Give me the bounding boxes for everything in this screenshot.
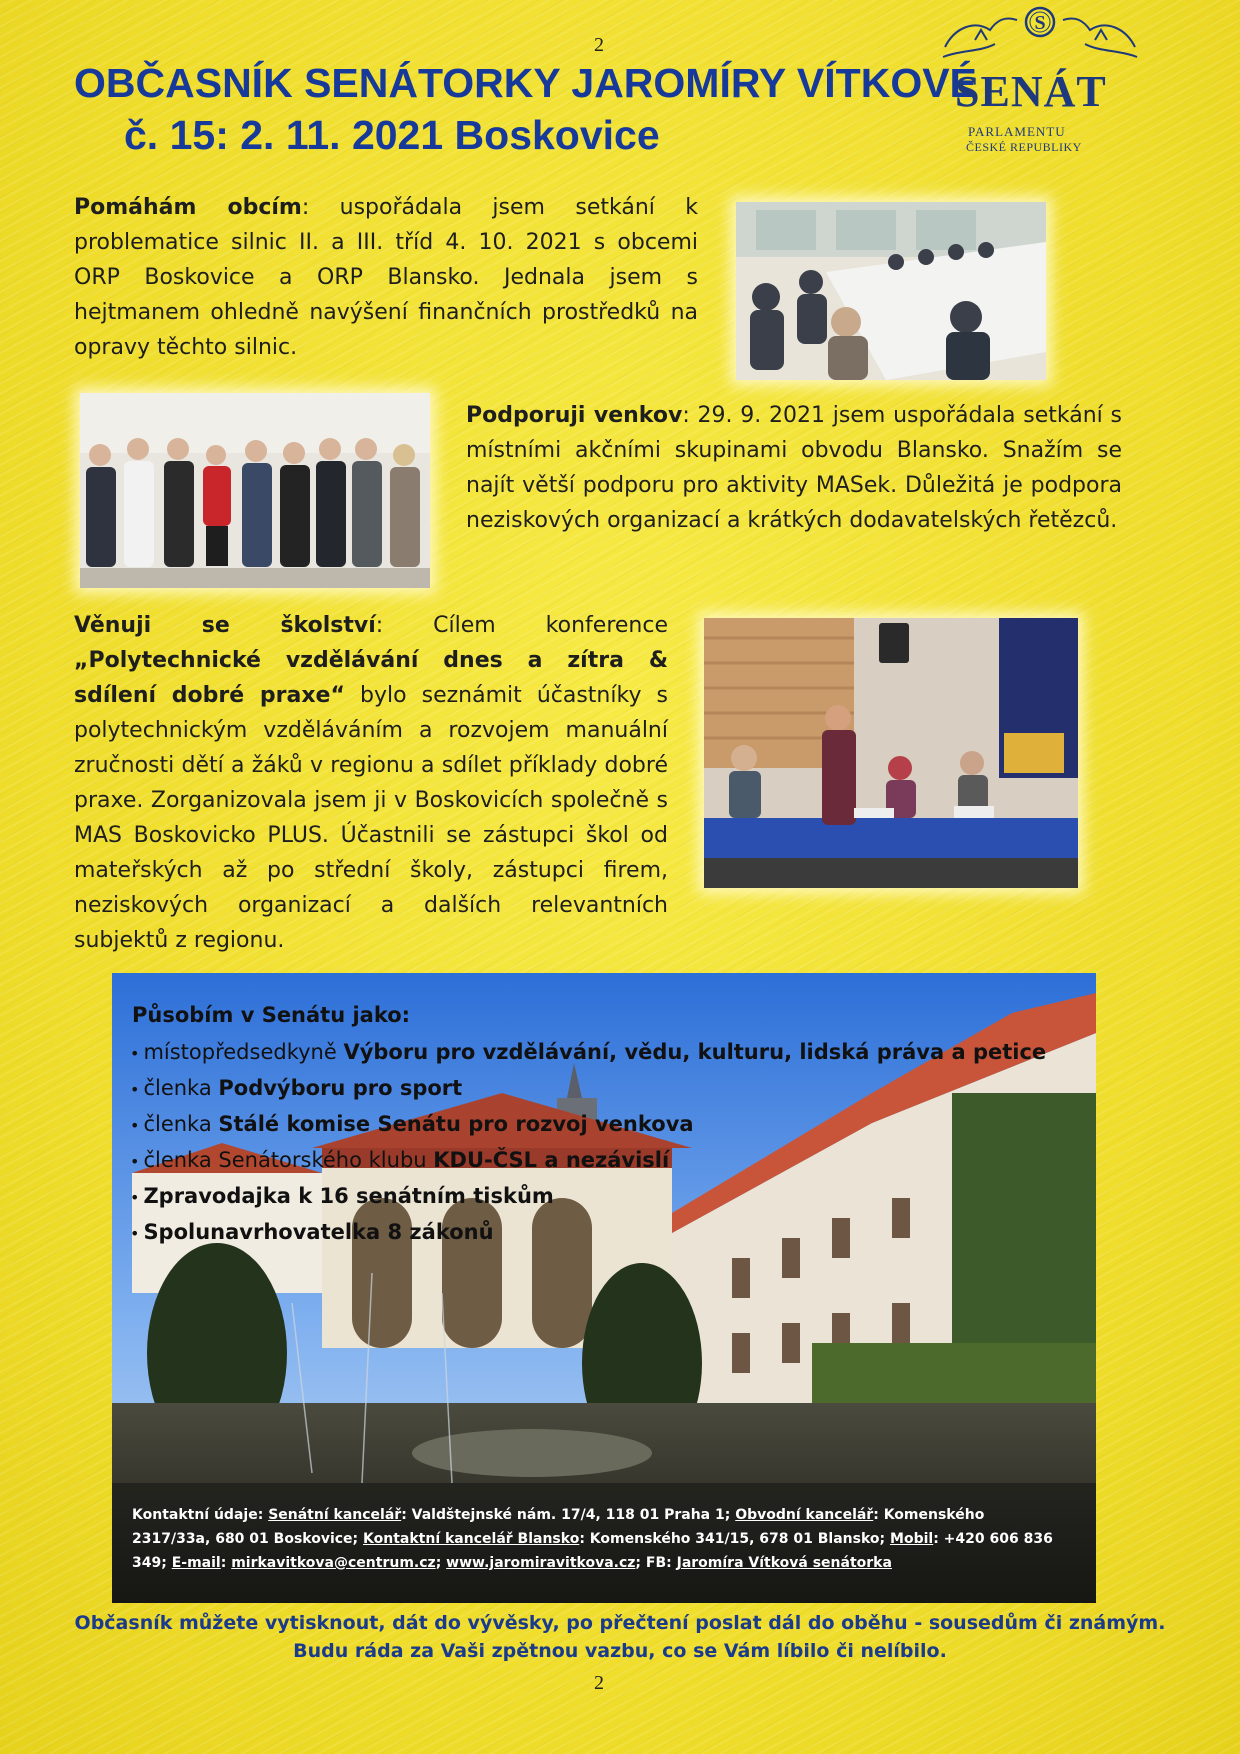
- website-link[interactable]: www.jaromiravitkova.cz: [446, 1555, 636, 1571]
- photo-road-meeting-image: [736, 202, 1046, 380]
- senate-office-address: : Valdštejnské nám. 17/4, 118 01 Praha 1;: [401, 1507, 736, 1523]
- role-item: • místopředsedkyně Výboru pro vzdělávání, vědu, kulturu, lidská práva a petice: [130, 1040, 1047, 1064]
- email-link[interactable]: mirkavitkova@centrum.cz: [231, 1555, 436, 1571]
- senate-activities-panel: [112, 973, 1096, 1603]
- photo-conference: [704, 618, 1078, 888]
- photo-conference-image: [704, 618, 1078, 888]
- section-skolstvi-text-a: : Cílem konference: [375, 613, 668, 638]
- bullet-icon: •: [130, 1044, 140, 1063]
- seal-letter: S: [1034, 12, 1046, 34]
- district-office-label: Obvodní kancelář: [735, 1507, 874, 1523]
- role-item: • Spolunavrhovatelka 8 zákonů: [130, 1220, 494, 1244]
- logo-subtitle-2: ČESKÉ REPUBLIKY: [966, 140, 1082, 154]
- blansko-office-address: : Komenského 341/15, 678 01 Blansko;: [579, 1531, 891, 1547]
- section-obce-heading: Pomáhám obcím: [74, 195, 302, 220]
- district-office-address: : Komenského 2317/33a, 680 01 Boskovice;: [132, 1507, 985, 1547]
- section-venkov: [466, 398, 1122, 538]
- role-item: • Zpravodajka k 16 senátním tiskům: [130, 1184, 554, 1208]
- newsletter-title: OBČASNÍK SENÁTORKY JAROMÍRY VÍTKOVÉ: [74, 60, 977, 106]
- mobile-label: Mobil: [890, 1531, 934, 1547]
- page-number-bottom: 2: [594, 1672, 604, 1694]
- section-obce: [74, 190, 698, 365]
- contact-label: Kontaktní údaje: [132, 1507, 258, 1523]
- photo-group-mas-image: [80, 393, 430, 588]
- bullet-icon: •: [130, 1116, 140, 1135]
- photo-group-mas: [80, 393, 430, 588]
- contact-info: Kontaktní údaje: Senátní kancelář: Valdštejnské nám. 17/4, 118 01 Praha 1; Obvodní kancelář: Komenského 2317/33a, 680 01 Boskovice; Kontaktní kancelář Blansko: Komenského 341/15, 678 01 Blansko; Mobil: +420 606 836 349; E-mail: mirkavitkova@centrum.cz; www.jaromiravitkova.cz; FB: Jaromíra Vítková senátorka: [132, 1507, 1053, 1571]
- blansko-office-label: Kontaktní kancelář Blansko: [363, 1531, 580, 1547]
- bullet-icon: •: [130, 1152, 140, 1171]
- conference-title: „Polytechnické vzdělávání dnes a zítra & sdílení dobré praxe“: [74, 648, 668, 708]
- section-venkov-heading: Podporuji venkov: [466, 403, 683, 428]
- senate-roles-heading: Působím v Senátu jako:: [132, 1003, 411, 1027]
- mobile-number: : +420 606 836 349;: [132, 1531, 1053, 1571]
- section-obce-text: : uspořádala jsem setkání k problematice silnic II. a III. tříd 4. 10. 2021 s obcemi ORP Boskovice a ORP Blansko. Jednala jsem s hejtmanem ohledně navýšení finančních prostředků na opravy těchto silnic.: [74, 195, 698, 360]
- logo-subtitle-1: PARLAMENTU: [968, 124, 1066, 139]
- photo-road-meeting: [736, 202, 1046, 380]
- bullet-icon: •: [130, 1224, 140, 1243]
- bullet-icon: •: [130, 1188, 140, 1207]
- section-skolstvi-heading: Věnuji se školství: [74, 613, 376, 638]
- section-skolstvi-text-b: bylo seznámit účastníky s polytechnickým vzděláváním a rozvojem manuální zručnosti dětí a žáků v regionu a sdílet příklady dobré praxe. Zorganizovala jsem ji v Boskovicích společně s MAS Boskovicko PLUS. Účastnili se zástupci škol od mateřských až po střední školy, zástupci firem, neziskových organizací a dalších relevantních subjektů z regionu.: [74, 683, 668, 953]
- section-venkov-text: : 29. 9. 2021 jsem uspořádala setkání s místními akčními skupinami obvodu Blansko. Snažím se najít větší podporu pro aktivity MASek. Důležitá je podpora neziskových organizací a krátkých dodavatelských řetězců.: [466, 403, 1122, 533]
- senate-roles-list: [130, 1035, 1046, 1251]
- email-label: E-mail: [171, 1555, 221, 1571]
- logo-wordmark: SENÁT: [955, 67, 1107, 116]
- page-number-top: 2: [594, 34, 604, 56]
- senate-office-label: Senátní kancelář: [268, 1507, 402, 1523]
- bullet-icon: •: [130, 1080, 140, 1099]
- role-item: • členka Senátorského klubu KDU-ČSL a nezávislí: [130, 1148, 670, 1172]
- footer-note: Občasník můžete vytisknout, dát do vývěsky, po přečtení poslat dál do oběhu - sousedům či známým. Budu ráda za Vaši zpětnou vazbu, co se Vám líbilo či nelíbilo.: [74, 1612, 1166, 1662]
- facebook-link[interactable]: Jaromíra Vítková senátorka: [676, 1555, 892, 1571]
- issue-subtitle: č. 15: 2. 11. 2021 Boskovice: [124, 112, 660, 158]
- role-item: • členka Stálé komise Senátu pro rozvoj venkova: [130, 1112, 694, 1136]
- role-item: • členka Podvýboru pro sport: [130, 1076, 463, 1100]
- section-skolstvi: [74, 608, 668, 958]
